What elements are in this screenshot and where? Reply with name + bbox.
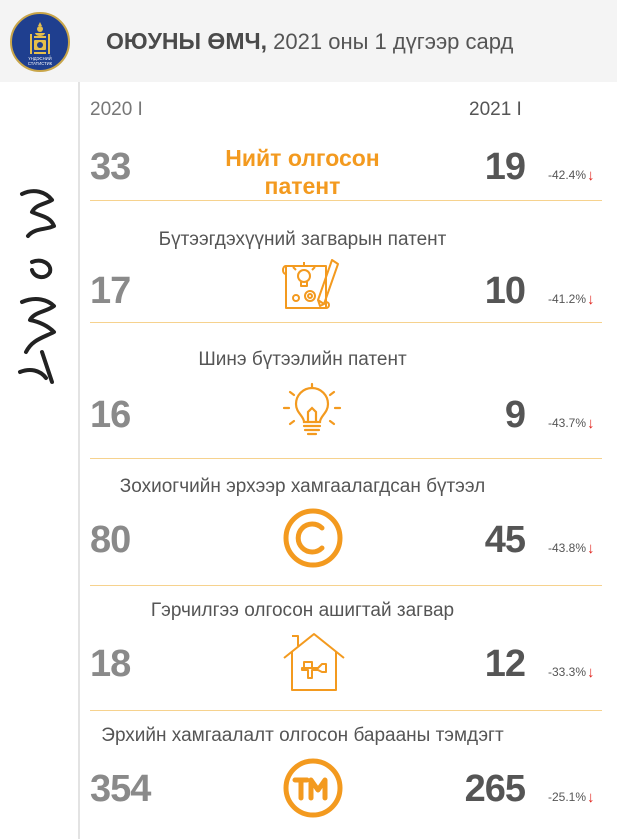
- house-tools-icon: [282, 630, 346, 692]
- lightbulb-icon: [282, 382, 342, 442]
- value-2020: 80: [90, 519, 131, 561]
- change-value: -25.1%: [548, 790, 587, 804]
- header: [0, 0, 617, 82]
- arrow-down-icon: ↓: [587, 415, 595, 432]
- value-2020: 17: [90, 270, 131, 312]
- change-percent: [548, 291, 595, 308]
- arrow-down-icon: ↓: [587, 789, 595, 806]
- change-value: -43.7%: [548, 416, 587, 430]
- change-percent: [548, 664, 595, 681]
- change-value: -43.8%: [548, 541, 587, 555]
- arrow-down-icon: ↓: [587, 167, 595, 184]
- row-title: Бүтээгдэхүүний загварын патент: [158, 229, 447, 250]
- svg-text:ҮНДЭСНИЙ: ҮНДЭСНИЙ: [28, 56, 52, 61]
- value-2020: 18: [90, 643, 131, 685]
- copyright-icon: [283, 508, 343, 568]
- value-2020: 354: [90, 768, 151, 810]
- soyombo-emblem-icon: [10, 12, 70, 72]
- arrow-down-icon: ↓: [587, 291, 595, 308]
- page-title: [106, 28, 513, 55]
- separator: [90, 200, 602, 201]
- trademark-icon: [283, 758, 343, 818]
- value-2021: 10: [484, 270, 525, 312]
- page-title-bold: ОЮУНЫ ӨМЧ,: [106, 28, 268, 54]
- separator: [90, 458, 602, 459]
- svg-text:СТАТИСТИК: СТАТИСТИК: [27, 61, 53, 66]
- blueprint-icon: [280, 254, 346, 314]
- value-2020: 33: [90, 146, 131, 188]
- mongolian-script-icon: [12, 182, 62, 397]
- change-percent: [548, 540, 595, 557]
- separator: [90, 585, 602, 586]
- separator: [90, 322, 602, 323]
- value-2020: 16: [90, 394, 131, 436]
- value-2021: 19: [484, 146, 525, 188]
- change-percent: [548, 167, 595, 184]
- change-percent: [548, 415, 595, 432]
- year-2020-label: 2020 I: [90, 99, 143, 120]
- row-title: Эрхийн хамгаалалт олгосон барааны тэмдэгт: [101, 725, 504, 746]
- row-title: Гэрчилгээ олгосон ашигтай загвар: [150, 600, 455, 621]
- year-2021-label: 2021 I: [469, 99, 522, 120]
- value-2021: 9: [504, 394, 525, 436]
- arrow-down-icon: ↓: [587, 664, 595, 681]
- total-patent-label: Нийт олгосон патент: [225, 145, 380, 199]
- sidebar: [0, 82, 80, 839]
- row-title: Зохиогчийн эрхээр хамгаалагдсан бүтээл: [119, 476, 486, 497]
- change-value: -33.3%: [548, 665, 587, 679]
- change-percent: [548, 789, 595, 806]
- value-2021: 12: [484, 643, 525, 685]
- separator: [90, 710, 602, 711]
- row-title: Шинэ бүтээлийн патент: [198, 349, 407, 370]
- change-value: -42.4%: [548, 168, 587, 182]
- page-title-rest: 2021 оны 1 дүгээр сард: [267, 29, 514, 54]
- value-2021: 45: [484, 519, 525, 561]
- change-value: -41.2%: [548, 292, 587, 306]
- value-2021: 265: [464, 768, 525, 810]
- arrow-down-icon: ↓: [587, 540, 595, 557]
